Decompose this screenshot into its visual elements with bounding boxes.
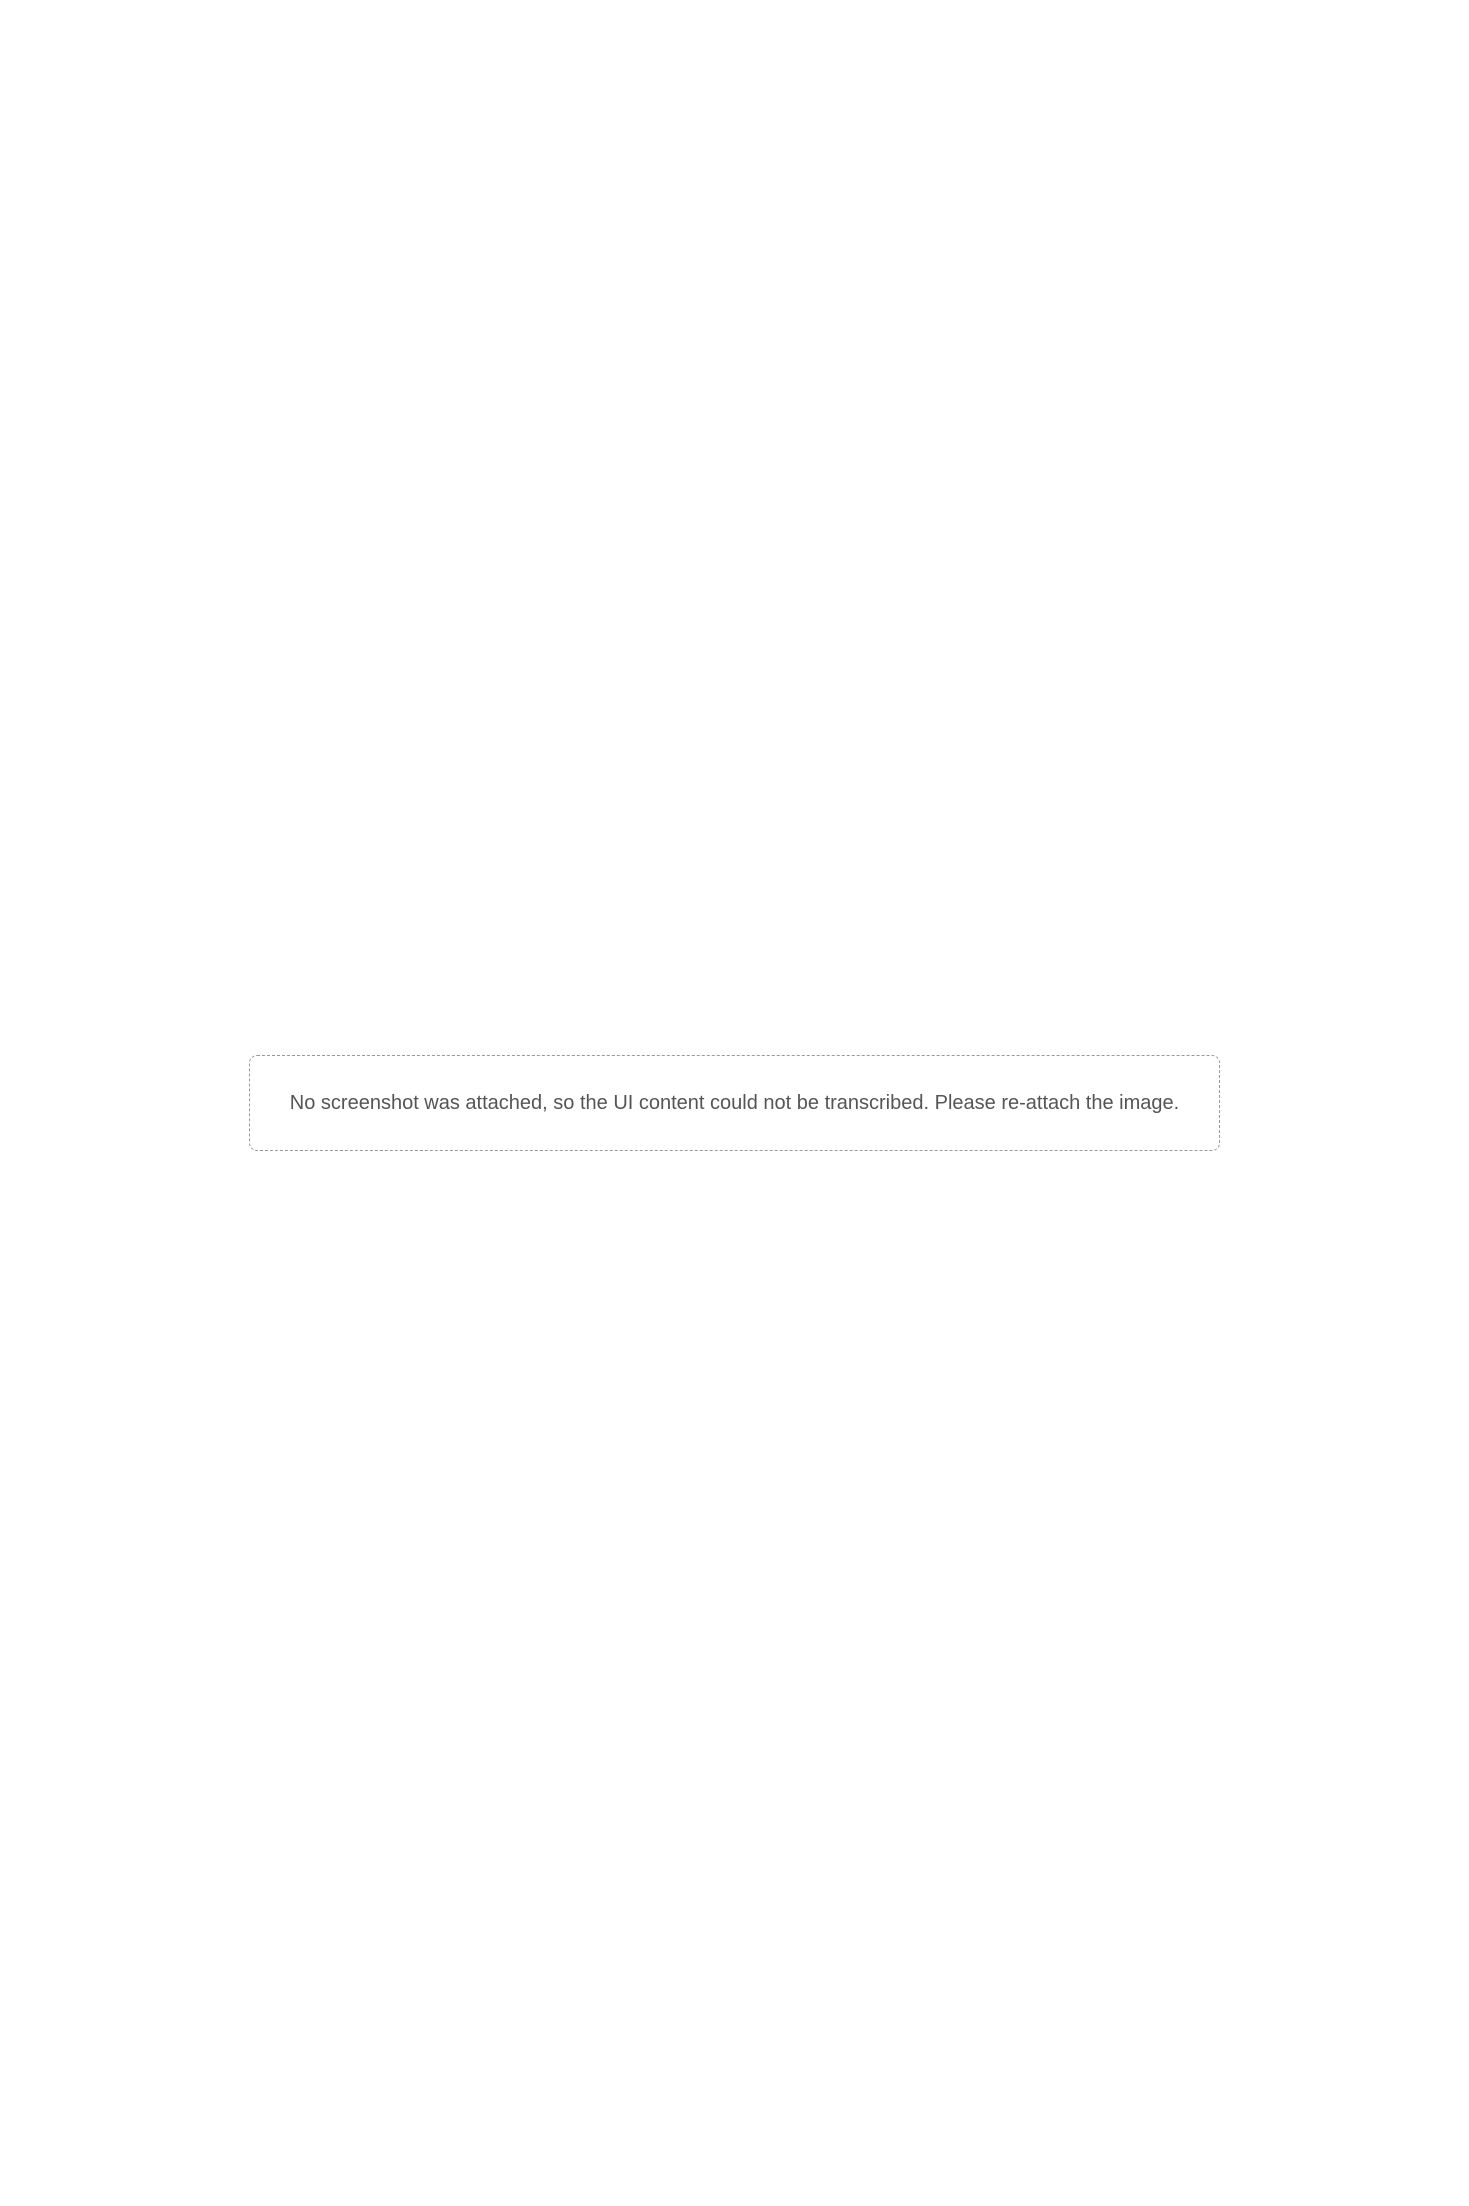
missing-screenshot-notice: No screenshot was attached, so the UI content could not be transcribed. Please re-attach the image. [249,1055,1220,1151]
